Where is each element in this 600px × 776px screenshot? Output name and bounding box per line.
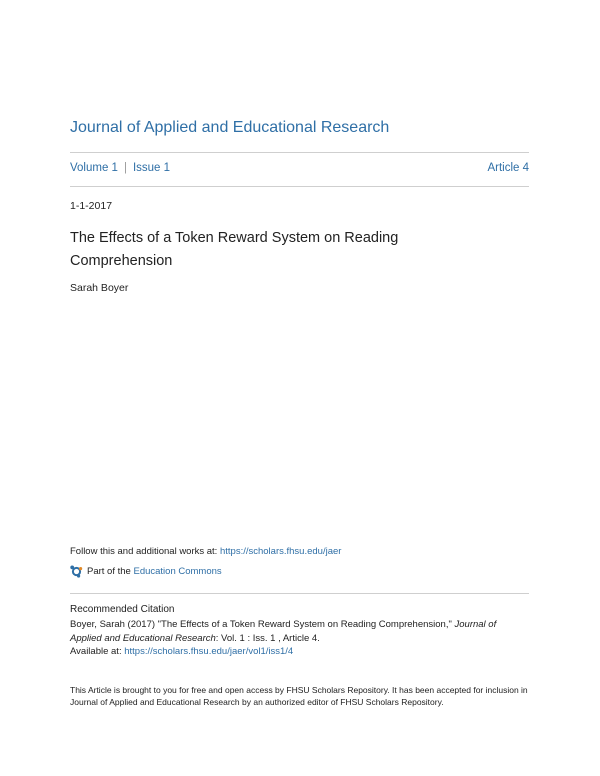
- citation-text-before: Boyer, Sarah (2017) "The Effects of a Token Reward System on Reading Comprehension,": [70, 619, 455, 630]
- volume-issue-breadcrumb: [70, 162, 170, 174]
- follow-label: Follow this and additional works at:: [70, 546, 220, 557]
- part-of-label: Part of the: [87, 566, 131, 577]
- follow-url-link[interactable]: https://scholars.fhsu.edu/jaer: [219, 546, 342, 557]
- journal-title[interactable]: Journal of Applied and Educational Research: [70, 119, 390, 136]
- citation-divider: [70, 593, 529, 594]
- header-divider-bottom: [70, 186, 529, 187]
- recommended-citation-heading: Recommended Citation: [70, 604, 175, 615]
- education-commons-link[interactable]: Education Commons: [133, 566, 222, 577]
- author-name: Sarah Boyer: [70, 282, 129, 294]
- issue-link[interactable]: Issue 1: [132, 162, 171, 174]
- follow-works-line: [70, 546, 341, 557]
- available-url-link[interactable]: https://scholars.fhsu.edu/jaer/vol1/iss1/4: [124, 646, 294, 657]
- citation-journal-italic: Journal of Applied and Educational Research: [70, 619, 497, 644]
- header-divider-top: [70, 152, 529, 153]
- part-of-commons-line: [70, 565, 222, 578]
- network-commons-icon: [70, 565, 83, 578]
- volume-link[interactable]: Volume 1: [70, 162, 118, 174]
- citation-text: [70, 618, 530, 659]
- publication-date: 1-1-2017: [70, 200, 113, 212]
- citation-text-after: : Vol. 1 : Iss. 1 , Article 4.: [215, 632, 320, 644]
- available-at-label: Available at:: [70, 646, 125, 657]
- article-title: The Effects of a Token Reward System on Reading Comprehension: [70, 230, 399, 269]
- article-number-link[interactable]: Article 4: [487, 162, 529, 174]
- breadcrumb-separator: |: [123, 162, 127, 174]
- license-statement: This Article is brought to you for free and open access by FHSU Scholars Repository. It has been accepted for inclusion in Journal of Applied and Educational Research by an authorized editor of FHSU Scholars Repository.: [70, 685, 528, 707]
